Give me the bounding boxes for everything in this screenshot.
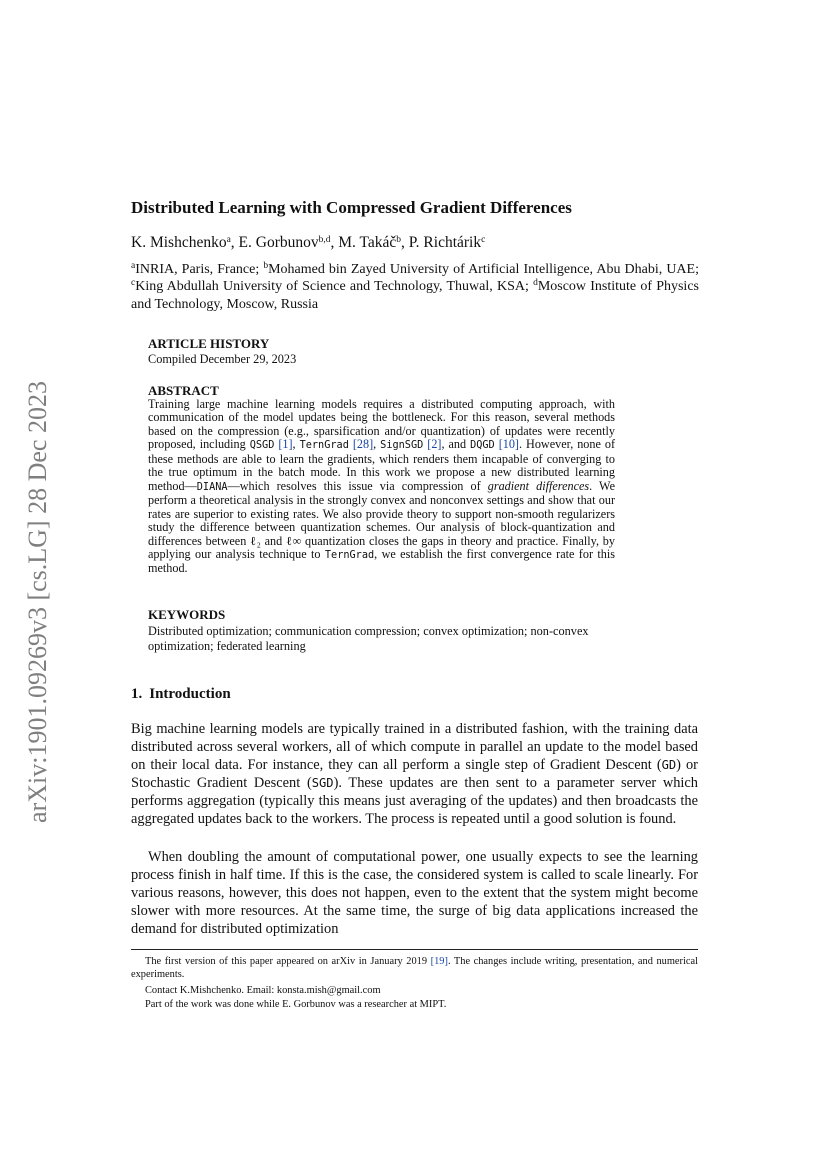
author-affiliation-mark: b,d	[318, 235, 331, 245]
method-name: DQGD	[470, 439, 495, 452]
intro.p1-text: ) or Stochastic Gradient Descent (	[131, 757, 698, 791]
affiliation-mark: d	[533, 278, 538, 289]
abstract.segments-text: , and	[441, 437, 471, 452]
affiliation-text: INRIA, Paris, France;	[135, 262, 264, 277]
intro-paragraph-2: When doubling the amount of computational power, one usually expects to see the learning process finish in half time. If this is the case, the considered system is called to scale linearly. For various reasons, however, this does not happen, even to the extent that the system might become slower with more resources. At the same time, the surge of big data applications increased the demand for distributed optimization	[131, 849, 698, 937]
author-affiliation-mark: c	[481, 235, 486, 245]
citation-link[interactable]: [19]	[430, 956, 448, 967]
intro.p1-text: Big machine learning models are typically trained in a distributed fashion, with the training data distributed across several workers, all of which compute in parallel an update to the model based on their local data. For instance, they can all perform a single step of Gradient Descent (	[131, 721, 698, 773]
abstract.segments-text: . We perform a theoretical analysis in the strongly convex and nonconvex settings and show that our rates are superior to existing rates. We also provide theory to support non-smooth regularizers study the difference between quantization schemes. Our analysis of block-quantization and differences between ℓ₂ and ℓ∞ quantization closes the gaps in theory and practice. Finally, by applying our analysis technique to	[148, 478, 615, 561]
article-history-heading: ARTICLE HISTORY	[148, 336, 270, 351]
footnotes.f1-text: The first version of this paper appeared on arXiv in January 2019	[145, 956, 431, 967]
abstract.segments-text: , we establish the first convergence rate for this method.	[148, 546, 615, 576]
citation-link[interactable]: [28]	[352, 437, 374, 452]
method-name: DIANA	[196, 480, 228, 493]
method-name: TernGrad	[299, 439, 349, 452]
footnote-mipt: Part of the work was done while E. Gorbunov was a researcher at MIPT.	[145, 999, 447, 1010]
author-affiliation-mark: b	[396, 235, 402, 245]
abstract.segments-text: . However, none of these methods are able to learn the gradients, which renders them incapable of converging to the true optimum in the batch mode. In this work we propose a new distributed learning method—	[148, 437, 616, 493]
citation-link[interactable]: [1]	[278, 437, 293, 452]
method-name: GD	[661, 758, 677, 772]
abstract.segments-text: —which resolves this issue via compression of	[227, 478, 488, 493]
author-name: M. Takáč	[338, 234, 397, 251]
paper-title: Distributed Learning with Compressed Gradient Differences	[131, 198, 572, 217]
abstract-body	[148, 398, 615, 576]
author-name: P. Richtárik	[408, 234, 482, 251]
author-affiliation-mark: a	[226, 235, 231, 245]
keywords-heading: KEYWORDS	[148, 607, 226, 622]
abstract-heading: ABSTRACT	[148, 383, 219, 398]
author-name: E. Gorbunov	[238, 234, 319, 251]
method-name: SGD	[311, 776, 334, 790]
abstract.segments-text: ,	[373, 437, 381, 452]
method-name: SignSGD	[380, 439, 424, 452]
affiliation-text: Moscow Institute of Physics and Technology, Moscow, Russia	[131, 279, 699, 312]
affiliation-text: Mohamed bin Zayed University of Artificial Intelligence, Abu Dhabi, UAE;	[268, 262, 699, 277]
footnote-contact: Contact K.Mishchenko. Email: konsta.mish@gmail.com	[145, 985, 381, 996]
abstract.segments-text: Training large machine learning models requires a distributed computing approach, with communication of the model updates being the bottleneck. For this reason, several methods based on the compression (e.g., sparsification and/or quantization) of updates were recently proposed, including	[148, 397, 615, 452]
section-heading-introduction	[131, 685, 231, 703]
intro-paragraph-1	[131, 720, 698, 828]
abstract.segments-text: gradient differences	[487, 478, 590, 493]
citation-link[interactable]: [2]	[427, 437, 442, 452]
affiliation-text: King Abdullah University of Science and Technology, Thuwal, KSA;	[135, 279, 534, 295]
section-title: Introduction	[149, 686, 231, 702]
affiliation-mark: c	[131, 278, 136, 289]
affiliations	[131, 261, 699, 313]
footnotes.f1-text: . The changes include writing, presentation, and numerical experiments.	[131, 956, 698, 980]
compiled-date: Compiled December 29, 2023	[148, 352, 297, 366]
author-name: K. Mishchenko	[131, 234, 227, 251]
citation-link[interactable]: [10]	[498, 437, 519, 452]
footnote-rule	[131, 949, 698, 950]
arxiv-identifier-stamp: arXiv:1901.09269v3 [cs.LG] 28 Dec 2023	[23, 381, 52, 823]
footnote-version	[131, 955, 698, 981]
method-name: TernGrad	[324, 548, 375, 561]
method-name: QSGD	[249, 439, 275, 452]
section-number: 1.	[131, 686, 143, 702]
keywords-list: Distributed optimization; communication compression; convex optimization; non-convex optimization; federated learning	[148, 624, 589, 653]
affiliation-mark: b	[263, 261, 269, 271]
author-list: K. Mishchenko$^a$, E. Gorbunov$^{b,d}$, M. Takáč$^b$, P. Richtárik$^c$	[131, 234, 486, 251]
affiliation-mark: a	[131, 261, 136, 271]
intro.p1-text: ). These updates are then sent to a parameter server which performs aggregation (typically this means just averaging of the updates) and then broadcasts the aggregated updates back to the workers. The process is repeated until a good solution is found.	[131, 775, 698, 827]
abstract.segments-text: ,	[292, 437, 300, 452]
